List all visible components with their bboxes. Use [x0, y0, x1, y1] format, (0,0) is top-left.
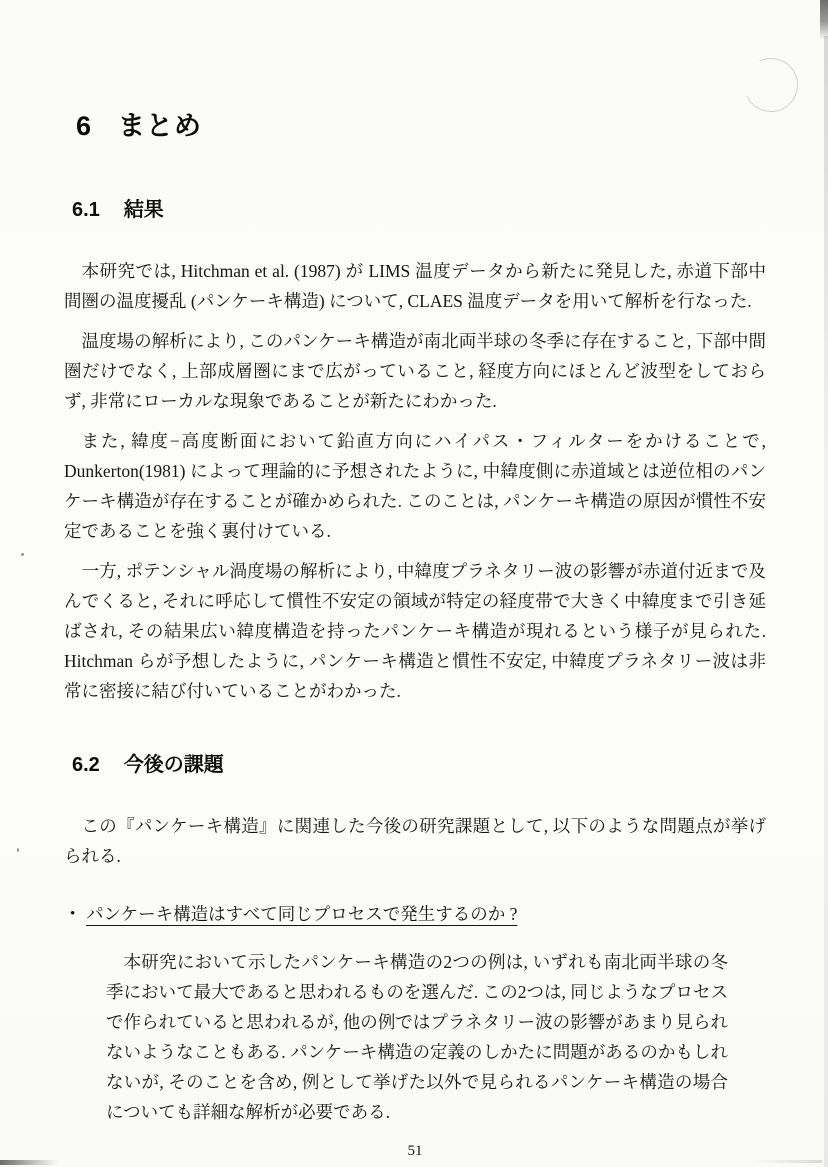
subsection-title: 結果	[123, 199, 164, 221]
subsection-heading-results	[72, 193, 766, 222]
bullet-icon: •	[70, 906, 76, 922]
scan-smudge-bottom-right	[752, 1160, 822, 1163]
paragraph: また, 緯度−高度断面において鉛直方向にハイパス・フィルターをかけることで, Dunkerton(1981) によって理論的に予想されたように, 中緯度側に赤道域とは逆位相のパンケーキ構造が存在することが確かめられた. このことは, パンケーキ構造の原因が慣性不安定であることを強く裏付けている.	[64, 431, 766, 541]
scan-speck	[21, 553, 24, 556]
subsection-number: 6.1	[72, 199, 100, 221]
subsection-title: 今後の課題	[123, 754, 224, 776]
scan-smudge-bottom-left	[0, 1160, 58, 1165]
list-item	[64, 899, 766, 929]
section-title: まとめ	[118, 111, 203, 141]
section-number: 6	[76, 111, 93, 141]
paragraph: 本研究では, Hitchman et al. (1987) が LIMS 温度データから新たに発見した, 赤道下部中間圏の温度擾乱 (パンケーキ構造) について, CLAES 温度データを用いて解析を行なった.	[64, 261, 766, 311]
paragraph: この『パンケーキ構造』に関連した今後の研究課題として, 以下のような問題点が挙げられる.	[64, 816, 766, 866]
subsection-heading-future-work	[72, 748, 766, 777]
list-item-title: パンケーキ構造はすべて同じプロセスで発生するのか ?	[86, 904, 518, 924]
scan-edge-shadow-faint	[824, 36, 828, 1167]
list-item-body: 本研究において示したパンケーキ構造の2つの例は, いずれも南北両半球の冬季において最大であると思われるものを選んだ. この2つは, 同じようなプロセスで作られていると思われるが, 他の例ではプラネタリー波の影響があまり見られないようなこともある. パンケーキ構造の定義のしかたに問題があるのかもしれないが, そのことを含め, 例として挙げた以外で見られるパンケーキ構造の場合についても詳細な解析が必要である.	[106, 952, 728, 1122]
subsection-number: 6.2	[72, 754, 100, 776]
page-number: 51	[407, 1143, 423, 1159]
scan-speck	[17, 848, 19, 852]
paragraph: 温度場の解析により, このパンケーキ構造が南北両半球の冬季に存在すること, 下部中間圏だけでなく, 上部成層圏にまで広がっていること, 経度方向にほとんど波型をしておらず, 非常にローカルな現象であることが新たにわかった.	[64, 331, 766, 411]
scan-edge-shadow	[820, 0, 828, 40]
paragraph: 一方, ポテンシャル渦度場の解析により, 中緯度プラネタリー波の影響が赤道付近まで及んでくると, それに呼応して慣性不安定の領域が特定の経度帯で大きく中緯度まで引き延ばされ, その結果広い緯度構造を持ったパンケーキ構造が現れるという様子が見られた. Hitchman らが予想したように, パンケーキ構造と慣性不安定, 中緯度プラネタリー波は非常に密接に結び付いていることがわかった.	[64, 561, 766, 701]
section-heading	[76, 104, 766, 143]
